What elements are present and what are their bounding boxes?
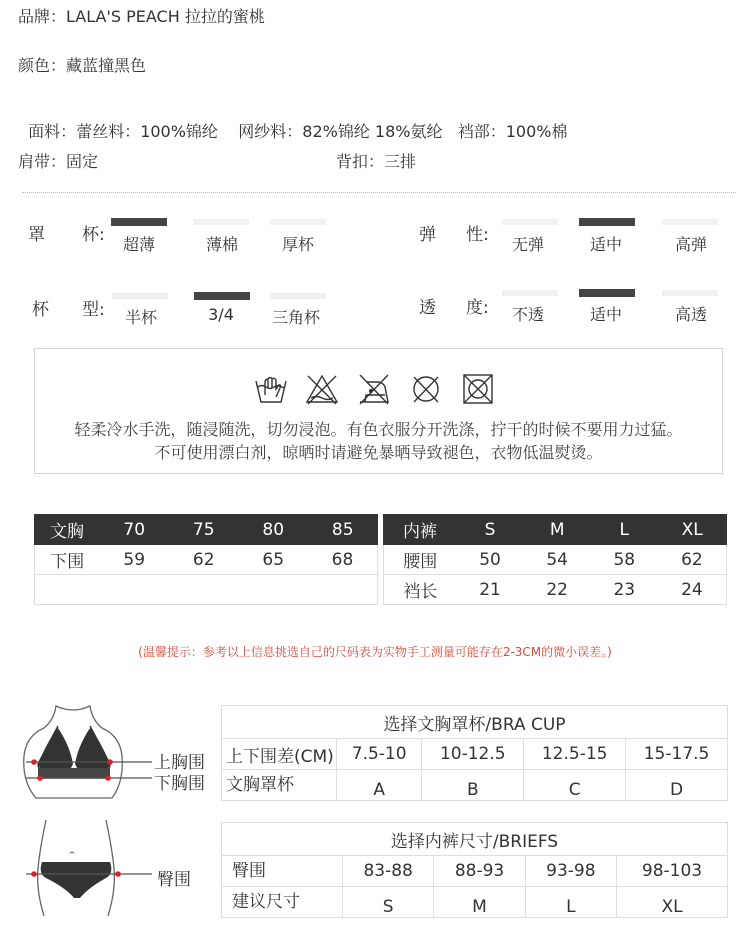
table-row (222, 887, 728, 918)
shape-label-b: 型: (82, 300, 105, 320)
table-cell: 21 (457, 575, 524, 605)
panty-size-header-cell: XL (658, 515, 727, 545)
table-row (35, 545, 378, 575)
briefs-title: 选择内裤尺寸/BRIEFS (222, 823, 728, 856)
transparency-option-2: 高透 (674, 305, 707, 324)
table-row-empty (35, 575, 378, 605)
bra-cup-title: 选择文胸罩杯/BRA CUP (222, 706, 728, 739)
hip-label: 臀围 (157, 870, 191, 890)
care-text-line1: 轻柔冷水手洗，随浸随洗，切勿浸泡。有色衣服分开洗涤，拧干的时候不要用力过猛。 (74, 420, 683, 439)
table-cell: 58 (591, 545, 658, 575)
panty-size-header-row (384, 515, 727, 545)
table-row (222, 770, 728, 801)
table-cell: 裆长 (384, 575, 457, 605)
shape-option-1: 3/4 (208, 305, 234, 324)
table-cell: B (422, 770, 524, 801)
table-cell: 建议尺寸 (222, 887, 343, 918)
color-label: 颜色： (18, 56, 67, 75)
table-row (222, 706, 728, 739)
table-cell: 臀围 (222, 856, 343, 887)
no-dry-clean-icon (414, 377, 438, 402)
cup-option-1: 薄棉 (205, 235, 238, 254)
shape-bar-2 (270, 293, 326, 299)
table-cell: 50 (457, 545, 524, 575)
table-cell: 上下围差(CM) (222, 739, 337, 770)
color-row (18, 53, 146, 76)
panty-size-header-cell: M (524, 515, 591, 545)
elastic-bar-2 (662, 219, 718, 225)
fabric-label: 面料： (28, 122, 77, 141)
bra-size-header-cell: 70 (100, 515, 170, 545)
table-cell: 腰围 (384, 545, 457, 575)
shape-option-2: 三角杯 (271, 308, 320, 327)
fabric-value: 蕾丝料：100%锦纶 网纱料：82%锦纶 18%氨纶 裆部：100%棉 (76, 122, 568, 141)
elastic-label-a: 弹 (419, 225, 436, 245)
strap-label: 肩带： (18, 152, 67, 171)
table-row (384, 545, 727, 575)
color-value: 藏蓝撞黑色 (66, 56, 147, 75)
table-row (222, 856, 728, 887)
elastic-bar-0 (502, 219, 558, 225)
table-cell: 98-103 (617, 856, 728, 887)
fabric-row (18, 100, 568, 142)
table-cell: 23 (591, 575, 658, 605)
care-instructions (34, 348, 723, 474)
table-cell: 10-12.5 (422, 739, 524, 770)
cup-bar-0 (111, 218, 167, 226)
bra-size-header-cell: 文胸 (35, 515, 100, 545)
elastic-option-0: 无弹 (511, 235, 544, 254)
cup-label-a: 罩 (28, 225, 45, 245)
strap-row (18, 149, 98, 172)
table-cell: 7.5-10 (337, 739, 422, 770)
panty-size-header-cell: S (457, 515, 524, 545)
table-cell: A (337, 770, 422, 801)
shape-bar-1 (194, 292, 250, 300)
hand-wash-icon (256, 378, 286, 403)
size-note: (温馨提示：参考以上信息挑选自己的尺码表为实物手工测量可能存在2-3CM的微小误差。) (138, 645, 612, 659)
briefs-size-table (221, 822, 728, 918)
shape-bar-0 (112, 293, 168, 299)
divider (22, 192, 736, 193)
no-iron-icon (360, 375, 388, 404)
table-cell: 文胸罩杯 (222, 770, 337, 801)
cup-bar-2 (270, 219, 326, 225)
brand-value: LALA'S PEACH 拉拉的蜜桃 (66, 7, 265, 26)
bra-size-header-cell: 75 (169, 515, 239, 545)
table-cell: 62 (658, 545, 727, 575)
no-tumble-dry-icon (464, 375, 492, 403)
table-cell: 12.5-15 (524, 739, 626, 770)
strap-value: 固定 (66, 152, 99, 171)
table-row (222, 739, 728, 770)
table-cell: S (343, 887, 434, 918)
clasp-value: 三排 (384, 152, 417, 171)
bra-size-table (34, 514, 378, 605)
clasp-label: 背扣： (336, 152, 385, 171)
table-cell (35, 575, 378, 605)
upper-bust-label: 上胸围 (154, 753, 205, 773)
transparency-bar-0 (502, 290, 558, 296)
table-cell: XL (617, 887, 728, 918)
table-cell: 65 (239, 545, 309, 575)
transparency-bar-2 (662, 290, 718, 296)
table-row (384, 575, 727, 605)
elastic-label-b: 性: (466, 225, 489, 245)
bra-cup-table (221, 705, 728, 801)
table-cell: 68 (308, 545, 378, 575)
table-cell: 24 (658, 575, 727, 605)
care-icons-row (253, 371, 513, 407)
under-bust-label: 下胸围 (154, 774, 205, 794)
panty-size-table (383, 514, 727, 605)
table-cell: 93-98 (525, 856, 616, 887)
table-cell: 54 (524, 545, 591, 575)
panty-size-header-cell: L (591, 515, 658, 545)
table-cell: 62 (169, 545, 239, 575)
transparency-option-0: 不透 (511, 305, 544, 324)
bra-size-header-row (35, 515, 378, 545)
table-cell: C (524, 770, 626, 801)
elastic-bar-1 (579, 218, 635, 226)
table-cell: 88-93 (434, 856, 525, 887)
shape-option-0: 半杯 (124, 308, 157, 327)
cup-option-0: 超薄 (122, 235, 155, 254)
bra-size-header-cell: 80 (239, 515, 309, 545)
bra-size-header-cell: 85 (308, 515, 378, 545)
table-cell: D (626, 770, 728, 801)
table-cell: M (434, 887, 525, 918)
shape-label-a: 杯 (32, 300, 49, 320)
care-text-line2: 不可使用漂白剂，晾晒时请避免暴晒导致褪色，衣物低温熨烫。 (154, 443, 603, 462)
elastic-option-1: 适中 (589, 235, 622, 254)
table-cell: 83-88 (343, 856, 434, 887)
cup-bar-1 (193, 219, 249, 225)
cup-label-b: 杯: (82, 225, 105, 245)
table-row (222, 823, 728, 856)
table-cell: 下围 (35, 545, 100, 575)
table-cell: 22 (524, 575, 591, 605)
transparency-label-b: 度: (466, 298, 489, 318)
transparency-option-1: 适中 (589, 305, 622, 324)
table-cell: 59 (100, 545, 170, 575)
table-cell: 15-17.5 (626, 739, 728, 770)
clasp-row (336, 149, 416, 172)
transparency-label-a: 透 (419, 298, 436, 318)
elastic-option-2: 高弹 (674, 235, 707, 254)
panty-size-header-cell: 内裤 (384, 515, 457, 545)
brand-label: 品牌： (18, 7, 67, 26)
table-cell: L (525, 887, 616, 918)
no-bleach-icon (307, 376, 337, 404)
brand-row (18, 4, 265, 27)
transparency-bar-1 (579, 289, 635, 297)
cup-option-2: 厚杯 (281, 235, 314, 254)
